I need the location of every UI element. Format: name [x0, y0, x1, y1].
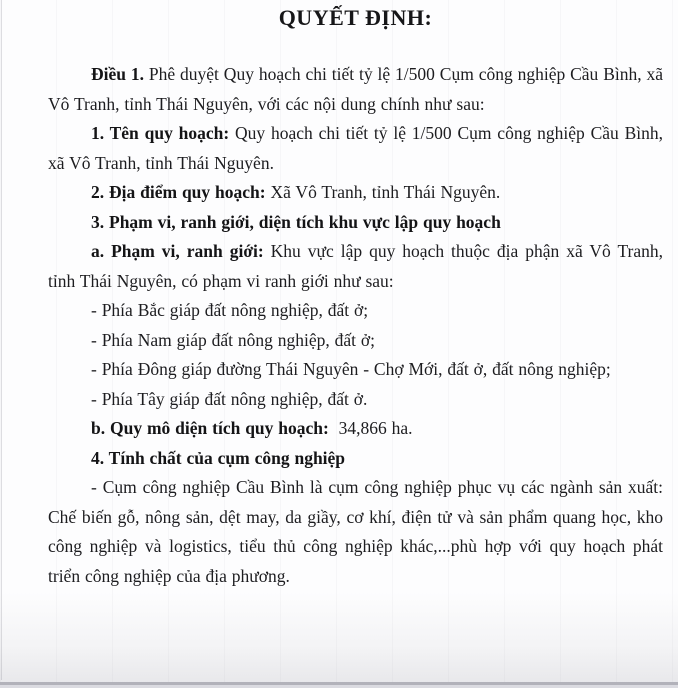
- list-item-phia-nam: [48, 326, 663, 356]
- list-item-phia-nam-text: - Phía Nam giáp đất nông nghiệp, đất ở;: [91, 329, 375, 350]
- paragraph-dia-diem: [48, 178, 663, 208]
- paragraph-pham-vi-text: Khu vực lập quy hoạch thuộc địa phận xã Vô Tranh, tỉnh Thái Nguyên, có phạm vi ranh giới như sau:: [48, 241, 663, 291]
- heading-tinh-chat-cum-cong-nghiep: [48, 444, 663, 474]
- list-item-phia-bac-text: - Phía Bắc giáp đất nông nghiệp, đất ở;: [91, 300, 369, 320]
- paragraph-ten-quy-hoach: [48, 119, 663, 178]
- heading-pham-vi-ranh-gioi-dien-tich: [48, 208, 663, 238]
- paragraph-quy-mo-lead: b. Quy mô diện tích quy hoạch:: [91, 418, 329, 438]
- paragraph-dieu-1-lead: Điều 1.: [91, 64, 145, 84]
- paragraph-dieu-1: [48, 60, 663, 119]
- paragraph-tinh-chat-text: - Cụm công nghiệp Cầu Bình là cụm công nghiệp phục vụ các ngành sản xuất: Chế biến gỗ, nông sản, dệt may, da giầy, cơ khí, điện tử và sản phẩm quang học, kho công nghiệp và logistics, tiểu thủ công nghiệp khác,...phù hợp với quy hoạch phát triển công nghiệp của địa phương.: [48, 477, 663, 586]
- heading-pham-vi-lead: 3. Phạm vi, ranh giới, diện tích khu vực lập quy hoạch: [91, 211, 501, 232]
- list-item-phia-tay-text: - Phía Tây giáp đất nông nghiệp, đất ở.: [91, 388, 368, 409]
- list-item-phia-tay: [48, 385, 663, 415]
- list-item-phia-dong-text: - Phía Đông giáp đường Thái Nguyên - Chợ Mới, đất ở, đất nông nghiệp;: [91, 359, 611, 379]
- list-item-phia-dong: [48, 355, 663, 385]
- list-item-phia-bac: [48, 296, 663, 326]
- heading-tinh-chat-lead: 4. Tính chất của cụm công nghiệp: [91, 447, 346, 468]
- paragraph-quy-mo-text: 34,866 ha.: [328, 418, 413, 438]
- scan-left-edge-line: [1, 0, 2, 680]
- paragraph-dia-diem-text: Xã Vô Tranh, tỉnh Thái Nguyên.: [265, 182, 501, 202]
- document-content: [48, 3, 663, 591]
- paragraph-pham-vi-lead: a. Phạm vi, ranh giới:: [91, 241, 264, 261]
- paragraph-ten-quy-hoach-lead: 1. Tên quy hoạch:: [91, 123, 230, 143]
- document-title: QUYẾT ĐỊNH:: [278, 5, 433, 30]
- paragraph-dia-diem-lead: 2. Địa điểm quy hoạch:: [91, 182, 266, 202]
- paragraph-tinh-chat-noi-dung: [48, 473, 663, 591]
- paragraph-quy-mo-dien-tich: [48, 414, 663, 444]
- paragraph-pham-vi-ranh-gioi: [48, 237, 663, 296]
- paragraph-dieu-1-text: Phê duyệt Quy hoạch chi tiết tỷ lệ 1/500 Cụm công nghiệp Cầu Bình, xã Vô Tranh, tỉnh Thái Nguyên, với các nội dung chính như sau:: [48, 64, 664, 114]
- paragraph-ten-quy-hoach-text: Quy hoạch chi tiết tỷ lệ 1/500 Cụm công nghiệp Cầu Bình, xã Vô Tranh, tỉnh Thái Nguyên.: [48, 123, 663, 173]
